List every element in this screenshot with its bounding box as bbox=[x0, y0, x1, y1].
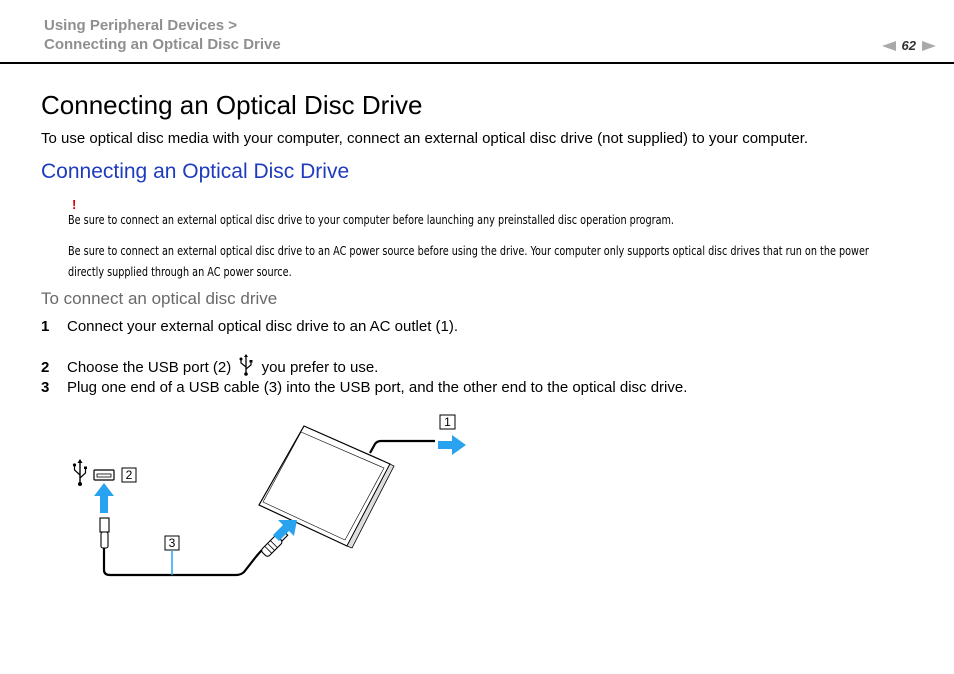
step-number: 2 bbox=[41, 359, 50, 376]
callout-3-label: 3 bbox=[168, 536, 176, 550]
usb-plug-port-end bbox=[100, 518, 109, 548]
step-text-after: you prefer to use. bbox=[261, 359, 379, 376]
step-number: 3 bbox=[41, 379, 50, 396]
usb-symbol-icon bbox=[73, 459, 87, 486]
breadcrumb bbox=[44, 16, 281, 54]
callout-2 bbox=[122, 468, 136, 482]
callout-2-label: 2 bbox=[125, 468, 133, 482]
callout-1-label: 1 bbox=[444, 415, 451, 429]
connection-diagram bbox=[60, 408, 480, 583]
page-navigation bbox=[882, 38, 936, 53]
previous-page-arrow-icon[interactable] bbox=[882, 41, 896, 51]
warning-mark: ! bbox=[72, 197, 77, 212]
step-2 bbox=[41, 354, 378, 376]
page-title: Connecting an Optical Disc Drive bbox=[41, 90, 423, 120]
breadcrumb-current: Connecting an Optical Disc Drive bbox=[44, 36, 281, 53]
step-text-before: Choose the USB port (2) bbox=[67, 359, 232, 376]
usb-icon bbox=[239, 354, 253, 376]
callout-1 bbox=[440, 415, 455, 429]
note-2: Be sure to connect an external optical disc drive to an AC power source before using the drive. Your computer only supports optical disc drives that run on the power directly supplied through an AC power source. bbox=[68, 243, 869, 279]
callout-3 bbox=[165, 536, 179, 575]
usb-cable bbox=[104, 548, 262, 575]
header-divider bbox=[0, 62, 954, 64]
step-3 bbox=[41, 379, 687, 396]
step-1 bbox=[41, 318, 458, 335]
breadcrumb-parent[interactable]: Using Peripheral Devices > bbox=[44, 17, 238, 34]
intro-text: To use optical disc media with your computer, connect an external optical disc drive (not supplied) to your computer. bbox=[41, 130, 809, 147]
page-number: 62 bbox=[901, 38, 916, 53]
step-text: Connect your external optical disc drive to an AC outlet (1). bbox=[67, 318, 459, 335]
section-title: Connecting an Optical Disc Drive bbox=[41, 160, 350, 183]
power-cord bbox=[370, 441, 435, 453]
procedure-title: To connect an optical disc drive bbox=[41, 289, 278, 308]
next-page-arrow-icon[interactable] bbox=[922, 41, 936, 51]
note-1: Be sure to connect an external optical disc drive to your computer before launching any preinstalled disc operation program. bbox=[68, 212, 674, 227]
step-number: 1 bbox=[41, 318, 50, 335]
usb-insert-arrow-icon bbox=[94, 483, 114, 513]
usb-port-illustration bbox=[73, 459, 114, 486]
step-text: Plug one end of a USB cable (3) into the USB port, and the other end to the optical disc drive. bbox=[67, 379, 688, 396]
ac-arrow-icon bbox=[438, 435, 466, 455]
